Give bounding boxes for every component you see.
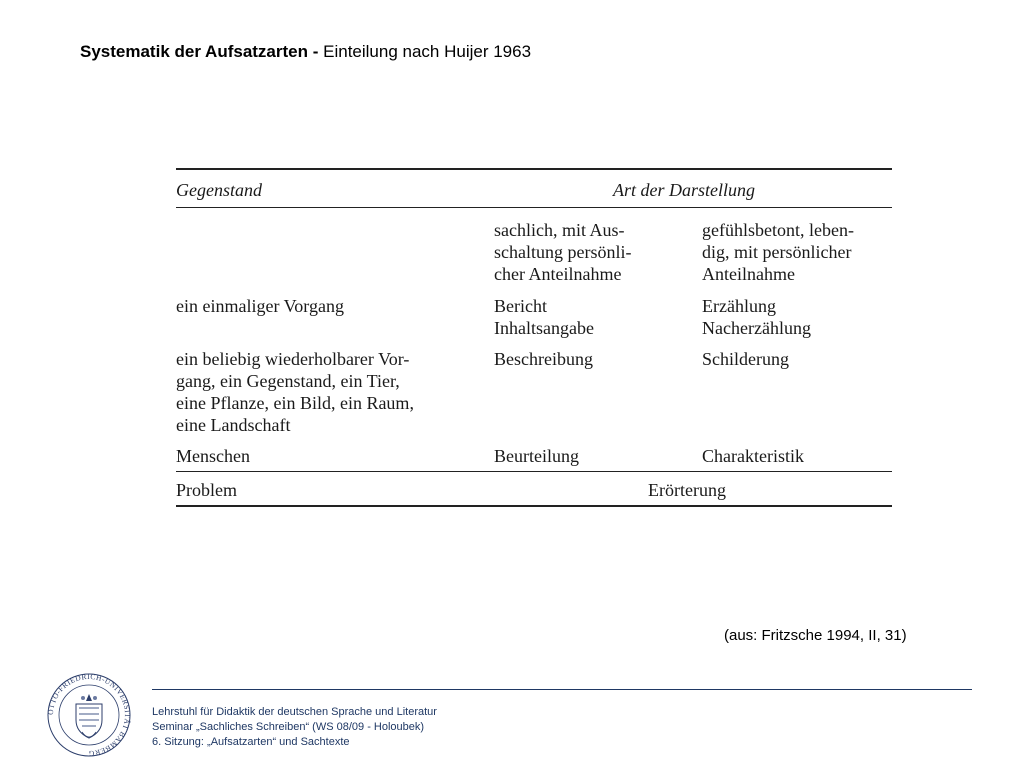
header-rule bbox=[176, 207, 892, 208]
aufsatzarten-table bbox=[176, 168, 892, 508]
cell-line: eine Landschaft bbox=[176, 415, 291, 435]
slide-title-bold: Systematik der Aufsatzarten - bbox=[80, 42, 319, 61]
cell-line: ein beliebig wiederholbarer Vor- bbox=[176, 349, 410, 369]
row-einmaliger-vorgang-gegenstand bbox=[176, 295, 344, 317]
row-einmaliger-vorgang-gefuehl bbox=[702, 295, 811, 339]
table-top-rule bbox=[176, 168, 892, 170]
row-problem-gegenstand: Problem bbox=[176, 480, 237, 500]
footer-line-seminar: Seminar „Sachliches Schreiben“ (WS 08/09 - Holoubek) bbox=[152, 721, 425, 733]
cell-line: ein einmaliger Vorgang bbox=[176, 296, 344, 316]
cell-line: Erzählung bbox=[702, 296, 776, 316]
cell-line: Beschreibung bbox=[494, 349, 593, 369]
source-citation: (aus: Fritzsche 1994, II, 31) bbox=[724, 627, 907, 644]
row-menschen-sachlich bbox=[494, 445, 579, 467]
subheader-gefuehl-line: Anteilnahme bbox=[702, 264, 795, 284]
slide-title bbox=[80, 42, 531, 62]
row-menschen-gefuehl bbox=[702, 445, 804, 467]
subheader-sachlich-line: schaltung persönli- bbox=[494, 242, 632, 262]
seal-lettering: OTTO-FRIEDRICH-UNIVERSITÄT BAMBERG bbox=[46, 672, 132, 758]
subheader-gefuehlsbetont bbox=[702, 219, 854, 285]
row-wiederholbarer-vorgang-sachlich bbox=[494, 348, 593, 370]
row-problem-eroerterung: Erörterung bbox=[648, 480, 726, 500]
row-wiederholbarer-vorgang-gefuehl bbox=[702, 348, 789, 370]
cell-line: Schilderung bbox=[702, 349, 789, 369]
subheader-sachlich-line: cher Anteilnahme bbox=[494, 264, 622, 284]
subheader-gefuehl-line: dig, mit persönlicher bbox=[702, 242, 852, 262]
footer-line-chair: Lehrstuhl für Didaktik der deutschen Sprache und Literatur bbox=[152, 706, 437, 718]
row-separator-rule bbox=[176, 471, 892, 472]
footer-text bbox=[152, 705, 437, 750]
subheader-sachlich-line: sachlich, mit Aus- bbox=[494, 220, 625, 240]
header-art-der-darstellung: Art der Darstellung bbox=[613, 180, 755, 200]
slide-title-normal: Einteilung nach Huijer 1963 bbox=[323, 42, 532, 61]
row-wiederholbarer-vorgang-gegenstand bbox=[176, 348, 414, 436]
row-einmaliger-vorgang-sachlich bbox=[494, 295, 594, 339]
subheader-sachlich bbox=[494, 219, 631, 285]
cell-line: gang, ein Gegenstand, ein Tier, bbox=[176, 371, 400, 391]
cell-line: eine Pflanze, ein Bild, ein Raum, bbox=[176, 393, 414, 413]
cell-line: Menschen bbox=[176, 446, 250, 466]
footer-line-session: 6. Sitzung: „Aufsatzarten“ und Sachtexte bbox=[152, 736, 350, 748]
cell-line: Nacherzählung bbox=[702, 318, 811, 338]
cell-line: Bericht bbox=[494, 296, 547, 316]
header-gegenstand: Gegenstand bbox=[176, 180, 262, 200]
table-bottom-rule bbox=[176, 505, 892, 507]
cell-line: Beurteilung bbox=[494, 446, 579, 466]
footer-divider bbox=[152, 689, 972, 690]
subheader-gefuehl-line: gefühlsbetont, leben- bbox=[702, 220, 854, 240]
university-seal-icon bbox=[46, 672, 132, 758]
cell-line: Inhaltsangabe bbox=[494, 318, 594, 338]
cell-line: Charakteristik bbox=[702, 446, 804, 466]
row-menschen-gegenstand bbox=[176, 445, 250, 467]
